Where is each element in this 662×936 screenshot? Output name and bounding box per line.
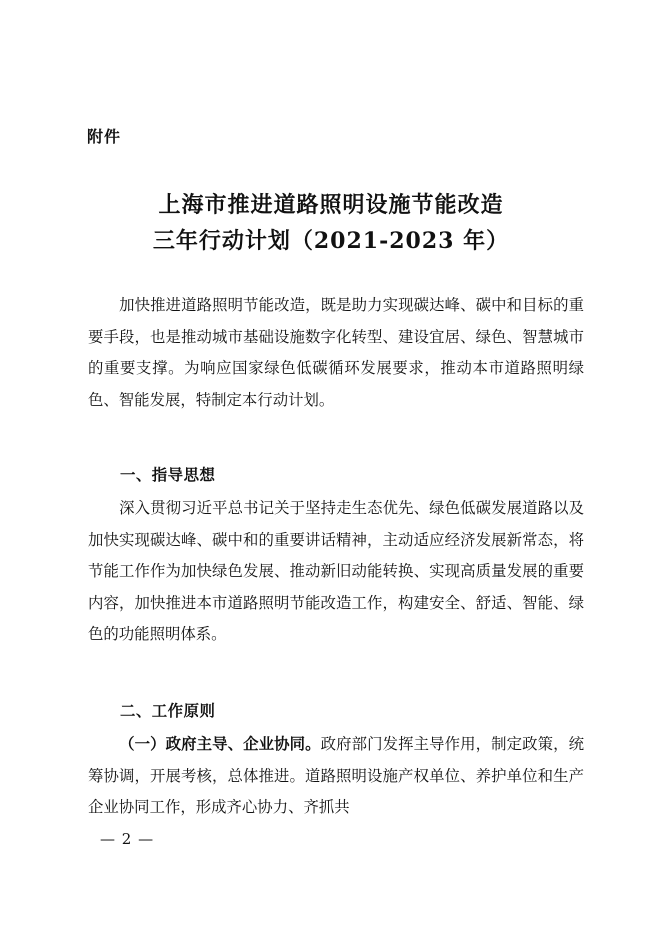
section-2-item-1-lead: （一）政府主导、企业协同。 [119,735,321,753]
section-1-heading: 一、指导思想 [120,466,216,484]
intro-paragraph [88,290,584,416]
section-2-item-1-text: 政府部门发挥主导作用，制定政策，统筹协调，开展考核，总体推进。道路照明设施产权单位、养护单位和生产企业协同工作，形成齐心协力、齐抓共 [88,735,584,816]
section-2-item-1-paragraph [88,729,584,824]
document-title-line-2: 三年行动计划（2021-2023 年） [152,228,510,254]
section-1-text: 深入贯彻习近平总书记关于坚持走生态优先、绿色低碳发展道路以及加快实现碳达峰、碳中和的重要讲话精神，主动适应经济发展新常态，将节能工作作为加快绿色发展、推动新旧动能转换、实现高质量发展的重要内容，加快推进本市道路照明节能改造工作，构建安全、舒适、智能、绿色的功能照明体系。 [88,499,584,643]
section-2-heading: 二、工作原则 [120,702,216,720]
document-title-line-1: 上海市推进道路照明设施节能改造 [158,192,504,218]
intro-text: 加快推进道路照明节能改造，既是助力实现碳达峰、碳中和目标的重要手段，也是推动城市基础设施数字化转型、建设宜居、绿色、智慧城市的重要支撑。为响应国家绿色低碳循环发展要求，推动本市道路照明绿色、智能发展，特制定本行动计划。 [88,296,584,409]
attachment-label: 附件 [87,127,122,146]
section-1-paragraph [88,493,584,651]
page-number: — 2 — [100,830,155,848]
